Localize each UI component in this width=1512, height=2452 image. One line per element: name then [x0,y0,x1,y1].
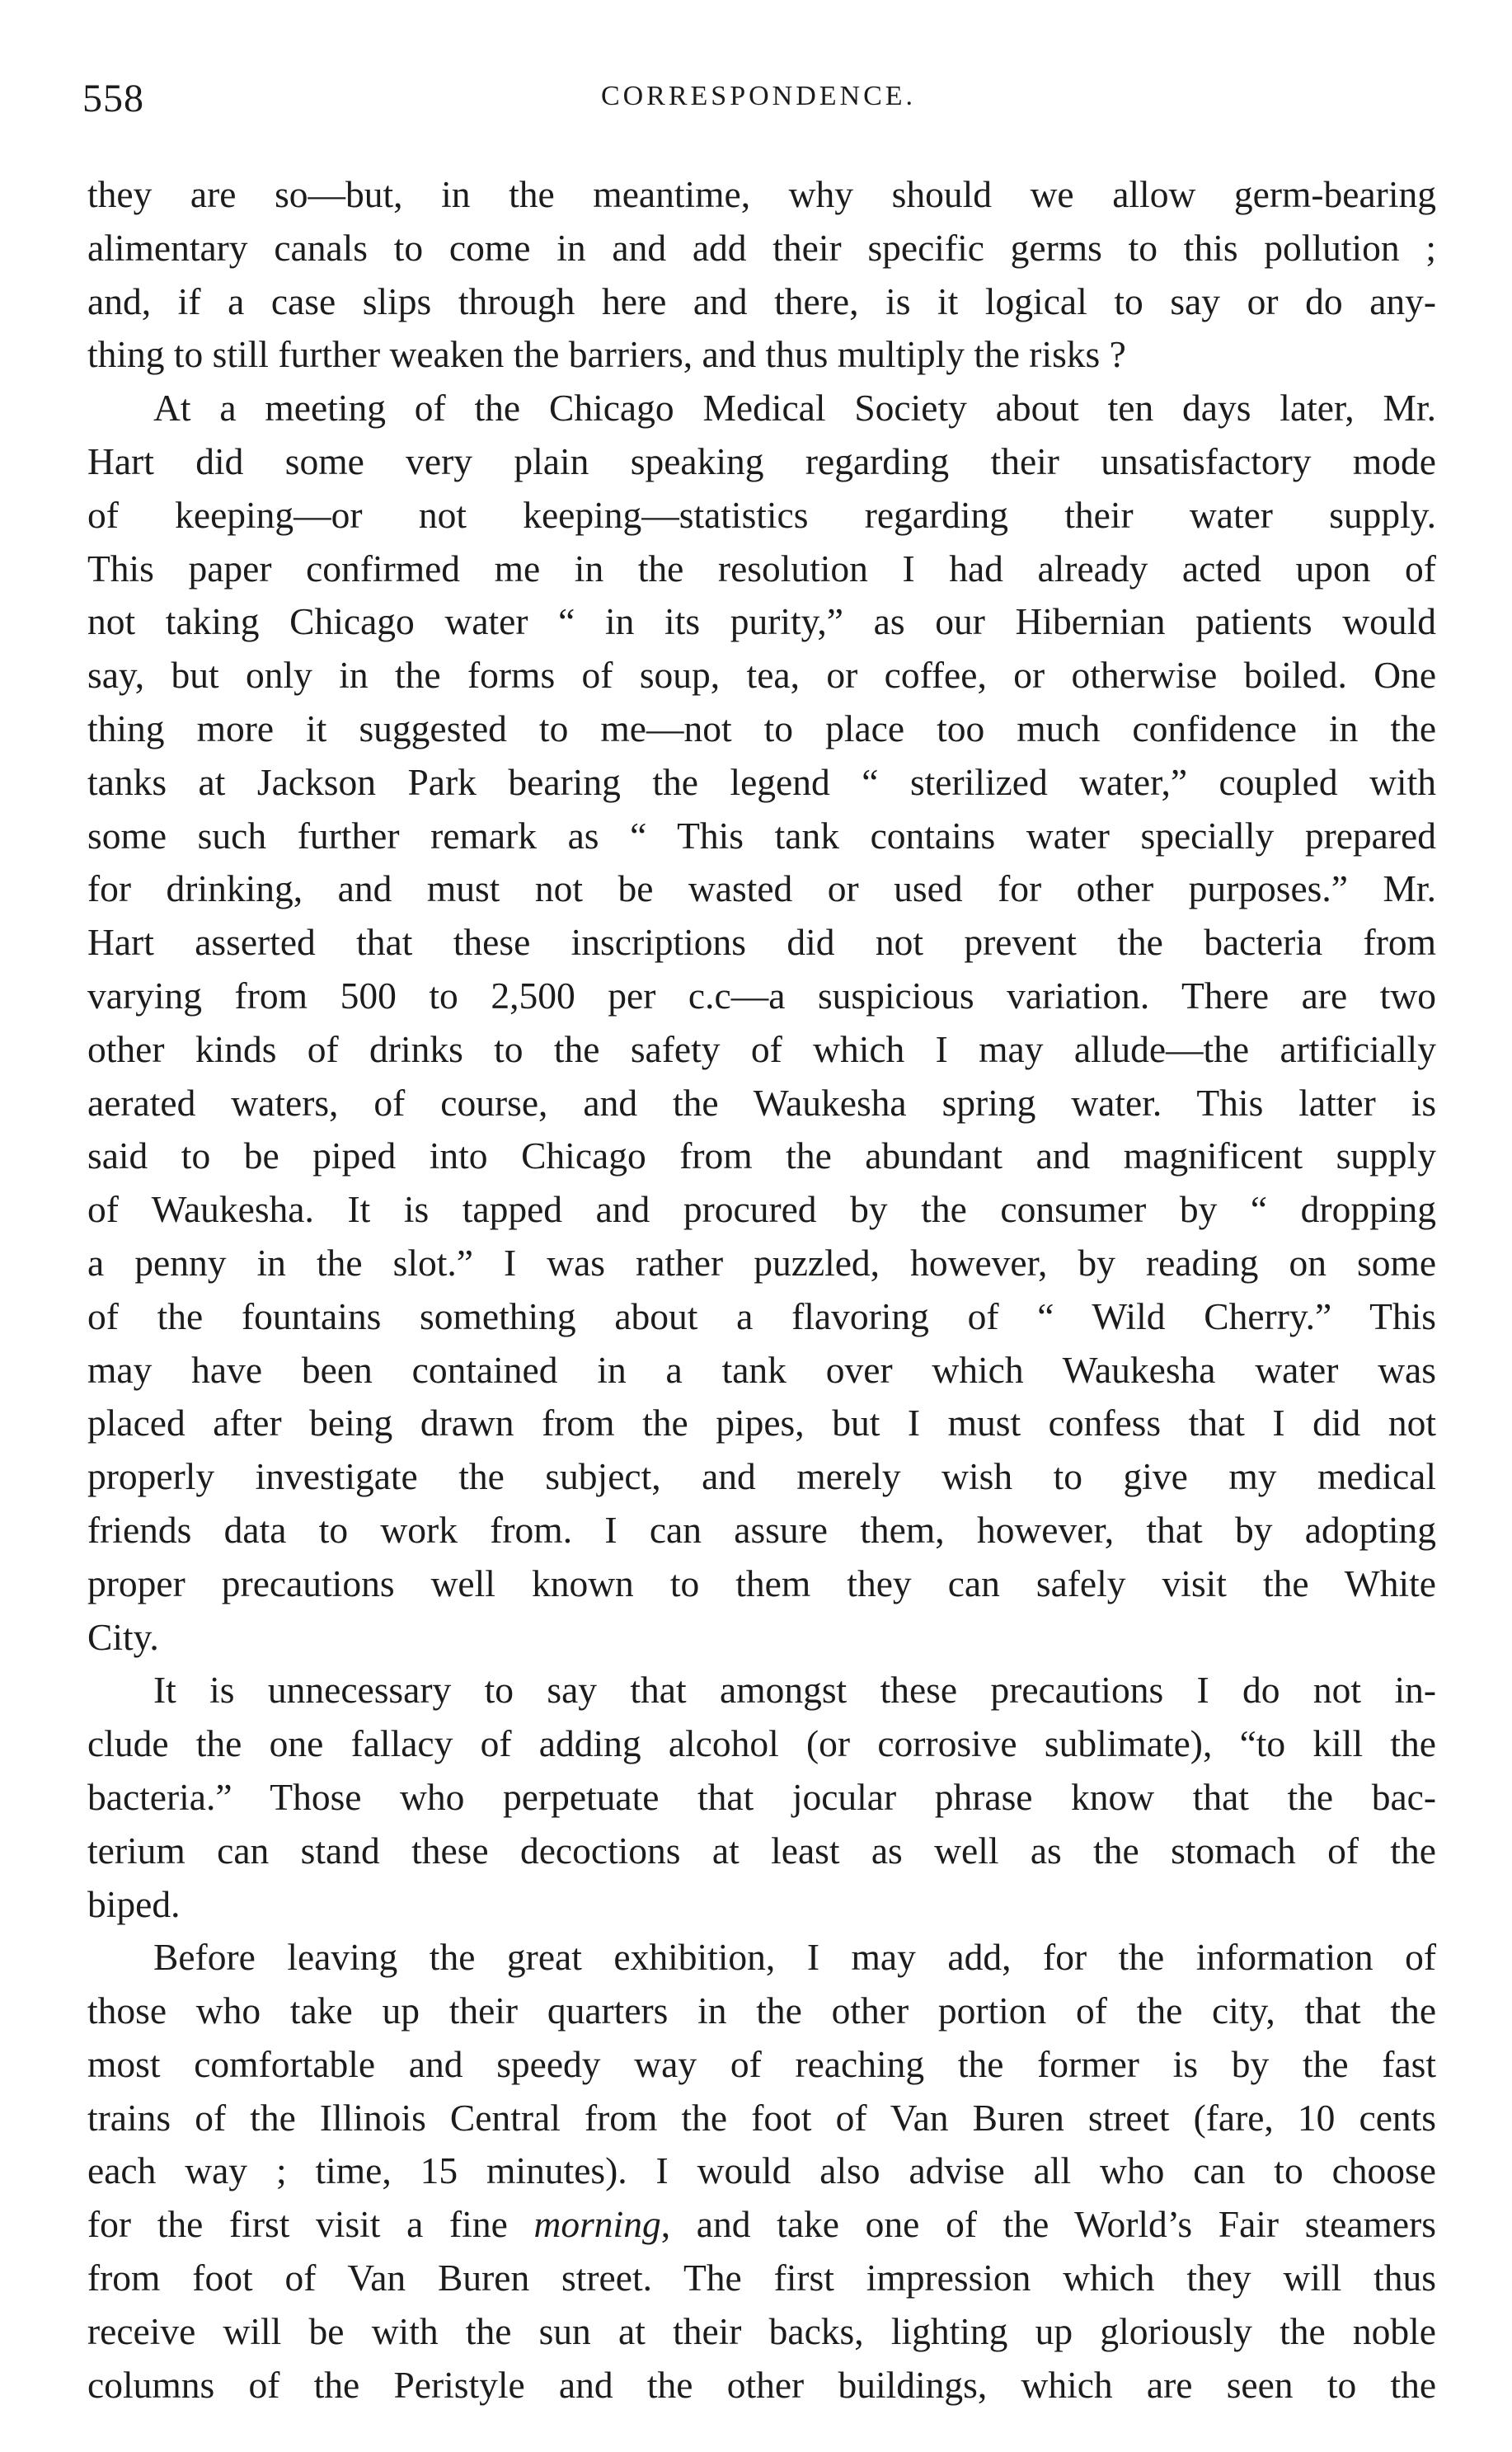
text-line: City. [87,1615,159,1658]
text-line: thing to still further weaken the barriers, and thus multiply the risks ? [87,333,1126,376]
italic-word: morning [533,2203,661,2246]
text-segment: , and take one of the World’s Fair steamers [660,2203,1436,2246]
text-line: may have been contained in a tank over which Waukesha water was [87,1348,1436,1391]
text-line: friends data to work from. I can assure them, however, that by adopting [87,1508,1437,1551]
text-line: Before leaving the great exhibition, I may add, for the information of [153,1936,1437,1979]
text-line: say, but only in the forms of soup, tea, or coffee, or otherwise boiled. One [87,654,1437,697]
text-line: bacteria.” Those who perpetuate that jocular phrase know that the bac- [87,1775,1436,1818]
running-head: CORRESPONDENCE. [600,81,917,111]
text-line: Hart did some very plain speaking regarding their unsatisfactory mode [87,439,1436,482]
text-line: properly investigate the subject, and merely wish to give my medical [87,1455,1436,1498]
text-line: alimentary canals to come in and add their specific germs to this pollution ; [87,226,1437,269]
text-line: receive will be with the sun at their backs, lighting up gloriously the noble [87,2309,1436,2352]
body-text [87,168,1436,2412]
text-line: from foot of Van Buren street. The first impression which they will thus [87,2257,1436,2299]
text-line: placed after being drawn from the pipes, but I must confess that I did not [87,1402,1436,1444]
text-line: said to be piped into Chicago from the abundant and magnificent supply [87,1134,1436,1177]
text-line: they are so—but, in the meantime, why should we allow germ-bearing [87,173,1436,215]
text-line: some such further remark as “ This tank contains water specially prepared [87,814,1436,857]
text-line: of Waukesha. It is tapped and procured by the consumer by “ dropping [87,1188,1436,1231]
text-line: not taking Chicago water “ in its purity,” as our Hibernian patients would [87,600,1437,643]
text-line: for drinking, and must not be wasted or used for other purposes.” Mr. [87,867,1436,910]
text-segment: for the first visit a fine [87,2203,534,2246]
text-line: This paper confirmed me in the resolution I had already acted upon of [87,547,1436,590]
text-line: aerated waters, of course, and the Waukesha spring water. This latter is [87,1081,1437,1124]
text-line: and, if a case slips through here and there, is it logical to say or do any- [87,279,1437,322]
text-line: thing more it suggested to me—not to place too much confidence in the [87,707,1437,749]
text-line: of keeping—or not keeping—statistics regarding their water supply. [87,493,1436,536]
page-header [82,76,1435,134]
text-line: a penny in the slot.” I was rather puzzled, however, by reading on some [87,1241,1437,1284]
text-line: of the fountains something about a flavoring of “ Wild Cherry.” This [87,1294,1437,1337]
text-line: columns of the Peristyle and the other buildings, which are seen to the [87,2363,1437,2406]
text-line: clude the one fallacy of adding alcohol (or corrosive sublimate), “to kill the [87,1722,1436,1765]
text-line: those who take up their quarters in the other portion of the city, that the [87,1989,1437,2032]
text-line: tanks at Jackson Park bearing the legend “ sterilized water,” coupled with [87,760,1436,803]
text-line: It is unnecessary to say that amongst these precautions I do not in- [153,1669,1436,1712]
text-line: biped. [87,1882,181,1925]
text-line [87,2198,1436,2252]
text-line: trains of the Illinois Central from the foot of Van Buren street (fare, 10 cents [87,2096,1436,2139]
text-line: most comfortable and speedy way of reaching the former is by the fast [87,2042,1437,2085]
text-line: other kinds of drinks to the safety of which I may allude—the artificially [87,1027,1436,1070]
text-line: proper precautions well known to them they can safely visit the White [87,1562,1436,1604]
text-line: each way ; time, 15 minutes). I would also advise all who can to choose [87,2149,1436,2192]
text-line: terium can stand these decoctions at least as well as the stomach of the [87,1829,1436,1872]
text-line: varying from 500 to 2,500 per c.c—a suspicious variation. There are two [87,974,1436,1017]
page-number: 558 [82,77,144,120]
text-line: Hart asserted that these inscriptions did not prevent the bacteria from [87,921,1436,964]
text-line: At a meeting of the Chicago Medical Society about ten days later, Mr. [153,387,1436,430]
